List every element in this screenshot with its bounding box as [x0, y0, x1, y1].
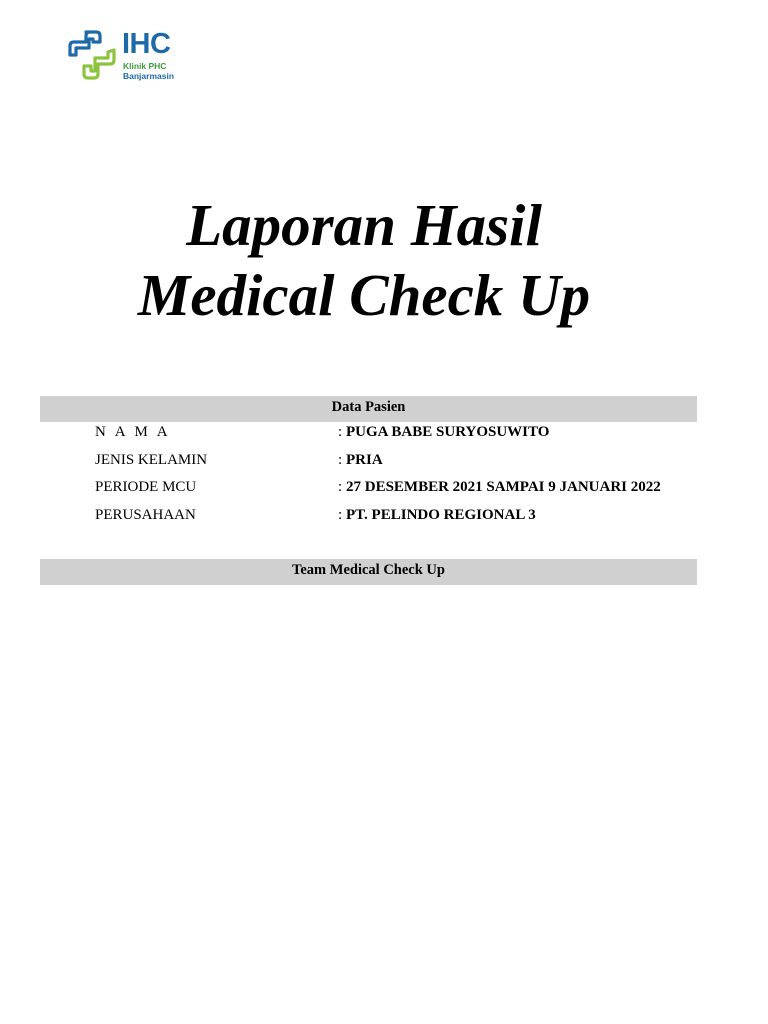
medical-cross-icon	[66, 28, 118, 82]
field-row-name	[95, 420, 715, 444]
field-label-company: PERUSAHAAN	[95, 507, 196, 523]
field-row-gender	[95, 448, 715, 472]
field-colon: :	[338, 507, 343, 523]
clinic-logo	[66, 28, 196, 84]
field-value-gender: PRIA	[346, 452, 383, 468]
field-row-period	[95, 475, 715, 499]
report-title-line-2: Medical Check Up	[137, 262, 591, 328]
patient-data-heading: Data Pasien	[40, 396, 697, 422]
report-title-line-1: Laporan Hasil	[186, 192, 542, 258]
team-heading: Team Medical Check Up	[40, 559, 697, 585]
logo-subtitle-clinic: Klinik PHC	[123, 61, 167, 71]
field-label-name: N A M A	[95, 424, 171, 440]
field-label-period: PERIODE MCU	[95, 479, 197, 495]
field-colon: :	[338, 479, 343, 495]
field-value-company: PT. PELINDO REGIONAL 3	[346, 507, 536, 523]
report-title	[0, 190, 728, 330]
logo-brand-text: IHC	[122, 28, 171, 60]
field-row-company	[95, 503, 715, 527]
logo-subtitle-city: Banjarmasin	[123, 71, 175, 81]
field-colon: :	[338, 452, 343, 468]
field-value-name: PUGA BABE SURYOSUWITO	[346, 424, 550, 440]
field-value-period: 27 DESEMBER 2021 SAMPAI 9 JANUARI 2022	[346, 479, 661, 495]
field-colon: :	[338, 424, 343, 440]
field-label-gender: JENIS KELAMIN	[95, 452, 208, 468]
